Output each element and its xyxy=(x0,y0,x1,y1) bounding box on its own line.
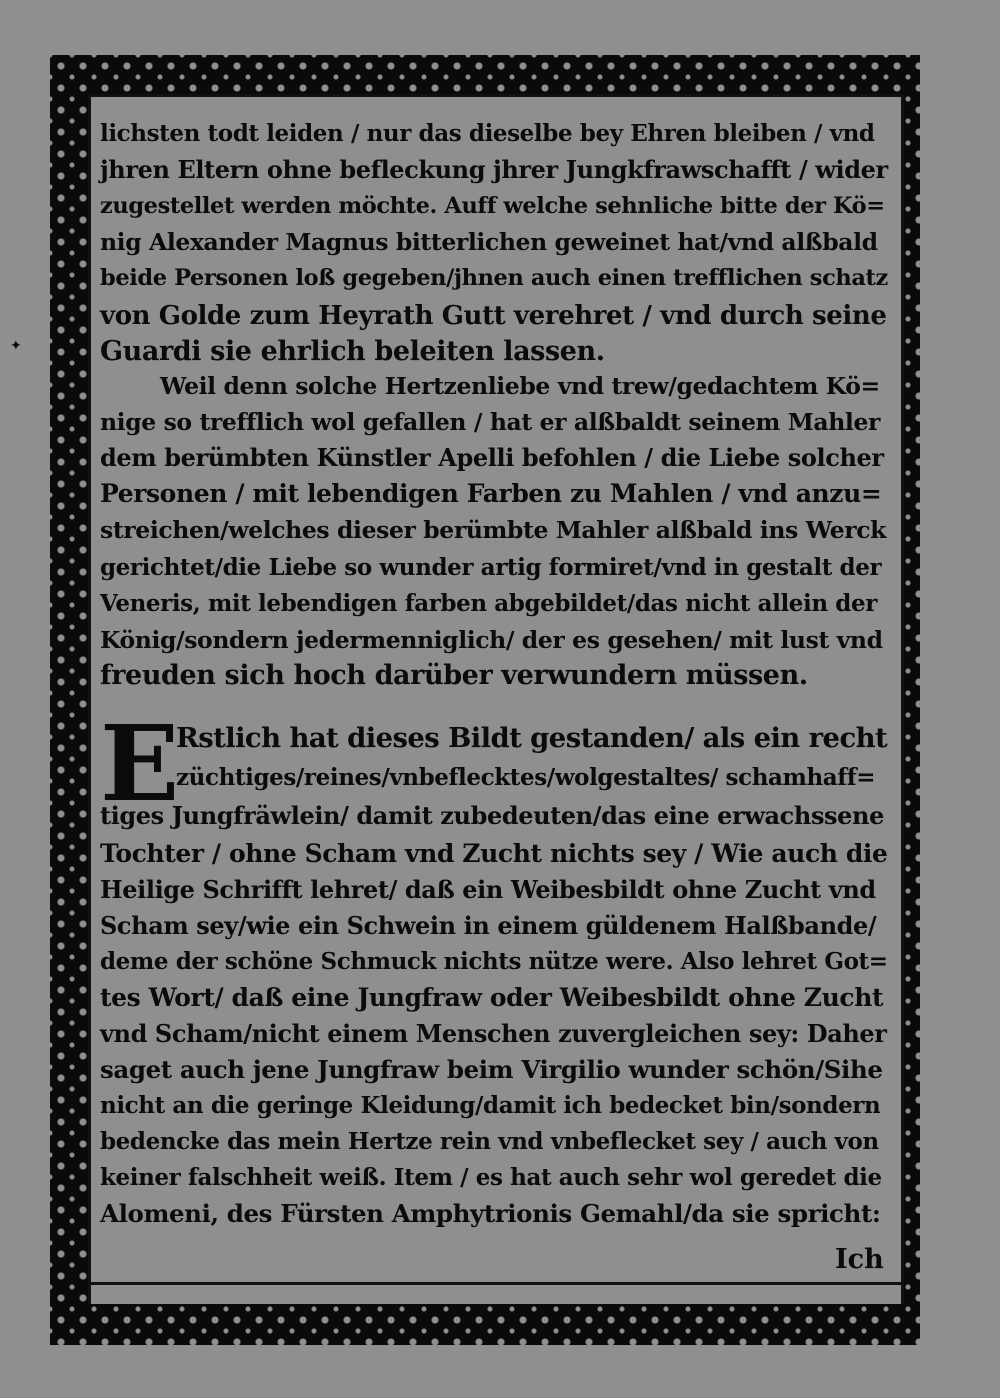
drop-cap: E xyxy=(100,702,180,825)
text-line: Rstlich hat dieses Bildt gestanden/ als ein recht xyxy=(176,722,888,754)
text-line: nige so trefflich wol gefallen / hat er alßbaldt seinem Mahler xyxy=(100,408,880,436)
text-line: von Golde zum Heyrath Gutt verehret / vnd durch seine xyxy=(100,301,887,331)
panel-bottom-rule xyxy=(88,1282,904,1285)
text-line: gerichtet/die Liebe so wunder artig formiret/vnd in gestalt der xyxy=(100,554,882,581)
text-line: nicht an die geringe Kleidung/damit ich bedecket bin/sondern xyxy=(100,1092,881,1119)
text-line: dem berümbten Künstler Apelli befohlen / die Liebe solcher xyxy=(100,443,884,472)
stray-ink-mark: ✦ xyxy=(10,338,22,354)
text-line: Guardi sie ehrlich beleiten lassen. xyxy=(100,336,605,367)
text-line: streichen/welches dieser berümbte Mahler alßbald ins Werck xyxy=(100,516,887,544)
text-line: vnd Scham/nicht einem Menschen zuvergleichen sey: Daher xyxy=(100,1019,887,1048)
text-line: lichsten todt leiden / nur das dieselbe bey Ehren bleiben / vnd xyxy=(100,120,875,147)
text-line: nig Alexander Magnus bitterlichen geweinet hat/vnd alßbald xyxy=(100,228,878,256)
text-line: zugestellet werden möchte. Auff welche sehnliche bitte der Kö= xyxy=(100,193,885,219)
text-line: tes Wort/ daß eine Jungfraw oder Weibesbildt ohne Zucht xyxy=(100,983,884,1012)
text-line: züchtiges/reines/vnbeflecktes/wolgestaltes/ schamhaff= xyxy=(176,764,876,791)
text-line: Weil denn solche Hertzenliebe vnd trew/gedachtem Kö= xyxy=(160,372,880,400)
text-line: bedencke das mein Hertze rein vnd vnbeflecket sey / auch von xyxy=(100,1128,879,1155)
text-line: freuden sich hoch darüber verwundern müssen. xyxy=(100,660,808,691)
text-line: tiges Jungfräwlein/ damit zubedeuten/das eine erwachssene xyxy=(100,801,884,830)
text-line: Tochter / ohne Scham vnd Zucht nichts sey / Wie auch die xyxy=(100,839,888,868)
text-line: König/sondern jedermenniglich/ der es gesehen/ mit lust vnd xyxy=(100,626,883,654)
text-line: Heilige Schrifft lehret/ daß ein Weibesbildt ohne Zucht vnd xyxy=(100,875,876,904)
text-line: keiner falschheit weiß. Item / es hat auch sehr wol geredet die xyxy=(100,1164,882,1191)
text-line: Personen / mit lebendigen Farben zu Mahlen / vnd anzu= xyxy=(100,479,882,508)
text-line: saget auch jene Jungfraw beim Virgilio wunder schön/Sihe xyxy=(100,1055,883,1084)
text-line: deme der schöne Schmuck nichts nütze were. Also lehret Got= xyxy=(100,948,888,975)
text-line: beide Personen loß gegeben/jhnen auch einen trefflichen schatz xyxy=(100,265,888,291)
text-line: jhren Eltern ohne befleckung jhrer Jungkfrawschafft / wider xyxy=(100,155,888,184)
text-line: Scham sey/wie ein Schwein in einem güldenem Halßbande/ xyxy=(100,911,877,940)
text-line: Veneris, mit lebendigen farben abgebildet/das nicht allein der xyxy=(100,590,877,617)
text-line: Alomeni, des Fürsten Amphytrionis Gemahl/da sie spricht: xyxy=(100,1199,881,1228)
panel-top-rule xyxy=(88,94,904,97)
catchword: Ich xyxy=(835,1244,884,1275)
